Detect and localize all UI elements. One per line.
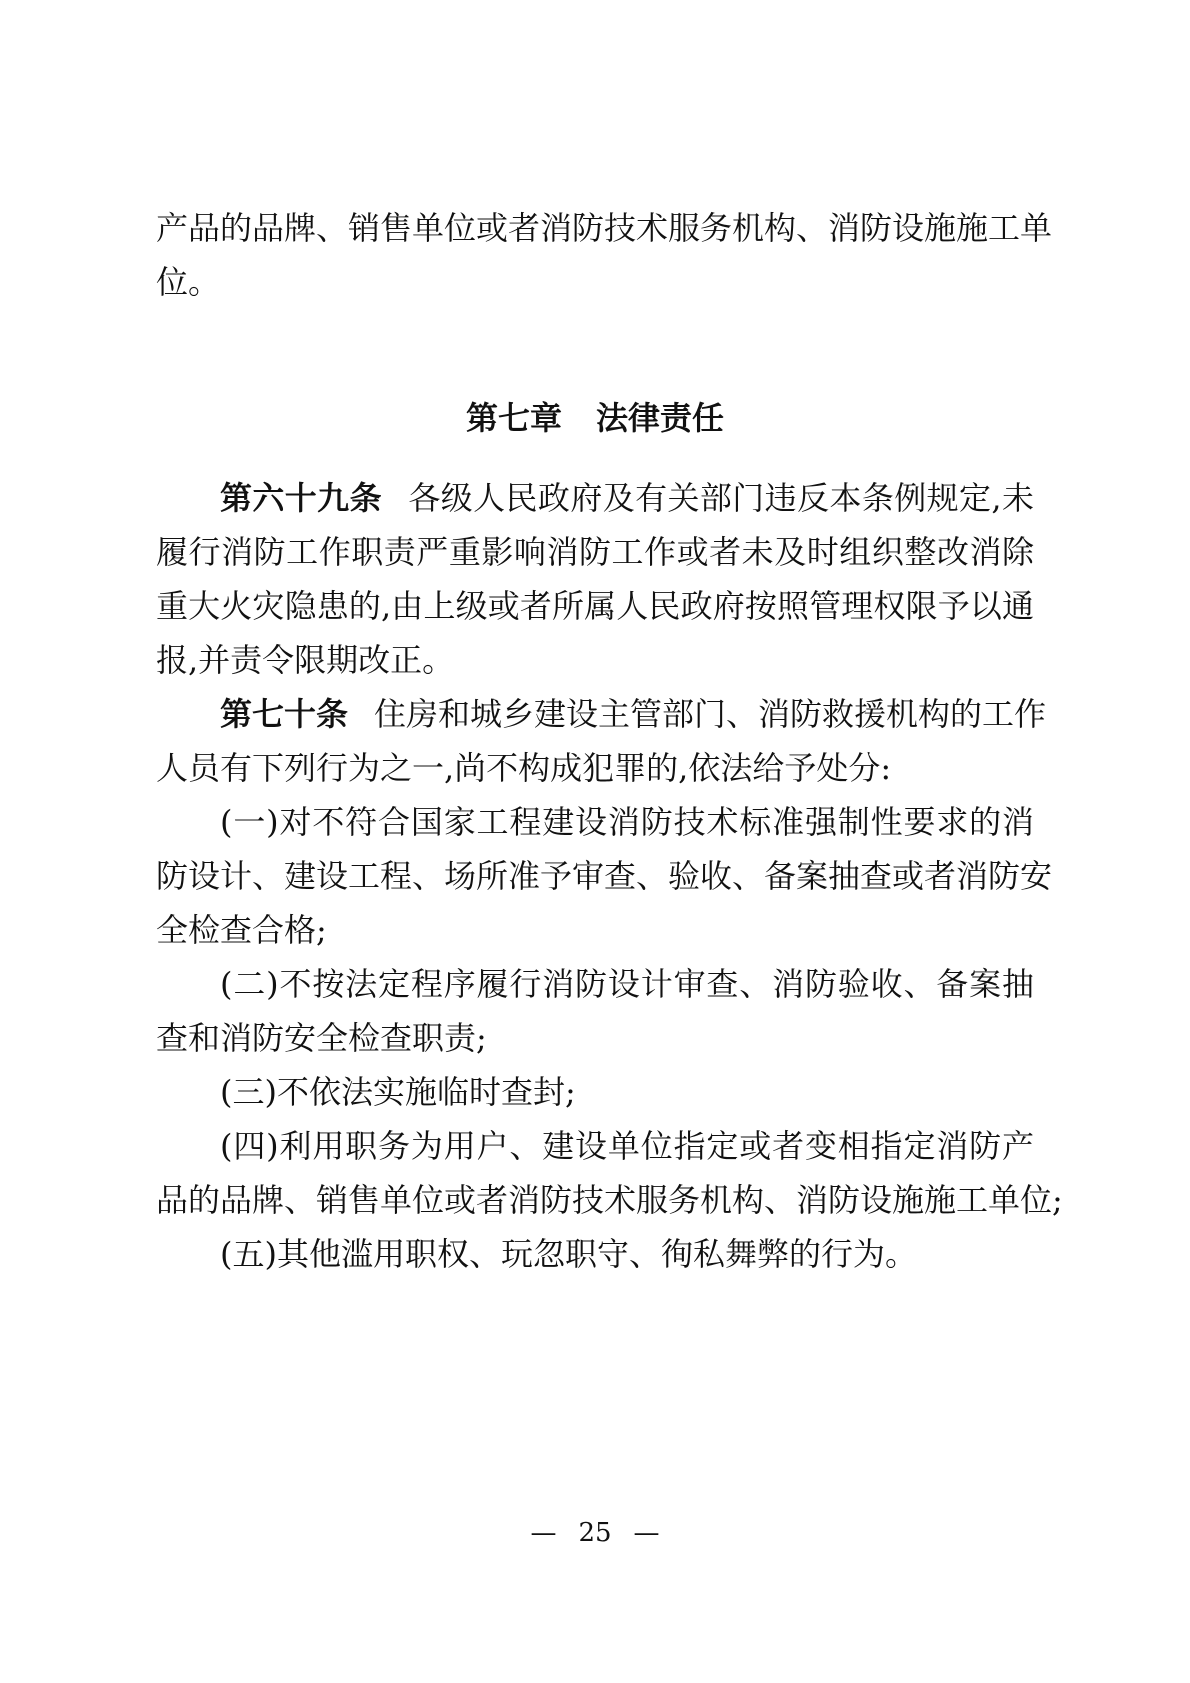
- article-69-line-4: 报,并责令限期改正。: [156, 641, 455, 679]
- item-4-line-2: 品的品牌、销售单位或者消防技术服务机构、消防设施施工单位;: [156, 1181, 1063, 1219]
- item-2-line-2: 查和消防安全检查职责;: [156, 1019, 487, 1057]
- article-69-label: 第六十九条: [220, 479, 382, 517]
- article-69-line-2: 履行消防工作职责严重影响消防工作或者未及时组织整改消除: [156, 533, 1034, 571]
- item-5-line-1: (五)其他滥用职权、玩忽职守、徇私舞弊的行为。: [220, 1235, 917, 1273]
- article-70-line-1: [220, 694, 1047, 734]
- item-1-line-2: 防设计、建设工程、场所准予审查、验收、备案抽查或者消防安: [156, 857, 1053, 895]
- chapter-heading: [0, 398, 1190, 438]
- article-70-label: 第七十条: [220, 695, 349, 733]
- continuation-line-2: 位。: [156, 263, 221, 301]
- item-3-line-1: (三)不依法实施临时查封;: [220, 1073, 576, 1111]
- footer-dash-left: —: [530, 1518, 557, 1548]
- item-2-line-1: (二)不按法定程序履行消防设计审查、消防验收、备案抽: [220, 965, 1034, 1003]
- footer-dash-right: —: [633, 1518, 660, 1548]
- article-69-line-3: 重大火灾隐患的,由上级或者所属人民政府按照管理权限予以通: [156, 587, 1034, 625]
- item-4-line-1: (四)利用职务为用户、建设单位指定或者变相指定消防产: [220, 1127, 1034, 1165]
- item-1-line-1: (一)对不符合国家工程建设消防技术标准强制性要求的消: [220, 803, 1034, 841]
- article-69-text-1: 各级人民政府及有关部门违反本条例规定,未: [407, 479, 1034, 517]
- article-70-line-2: 人员有下列行为之一,尚不构成犯罪的,依法给予处分:: [156, 749, 892, 787]
- page-number: 25: [578, 1518, 612, 1548]
- article-69-line-1: [220, 478, 1034, 518]
- item-1-line-3: 全检查合格;: [156, 911, 327, 949]
- article-70-text-1: 住房和城乡建设主管部门、消防救援机构的工作: [374, 695, 1047, 733]
- page-number-footer: [0, 1517, 1190, 1549]
- continuation-line-1: 产品的品牌、销售单位或者消防技术服务机构、消防设施施工单: [156, 209, 1053, 247]
- chapter-number: 第七章: [465, 399, 562, 437]
- chapter-title: 法律责任: [596, 399, 725, 437]
